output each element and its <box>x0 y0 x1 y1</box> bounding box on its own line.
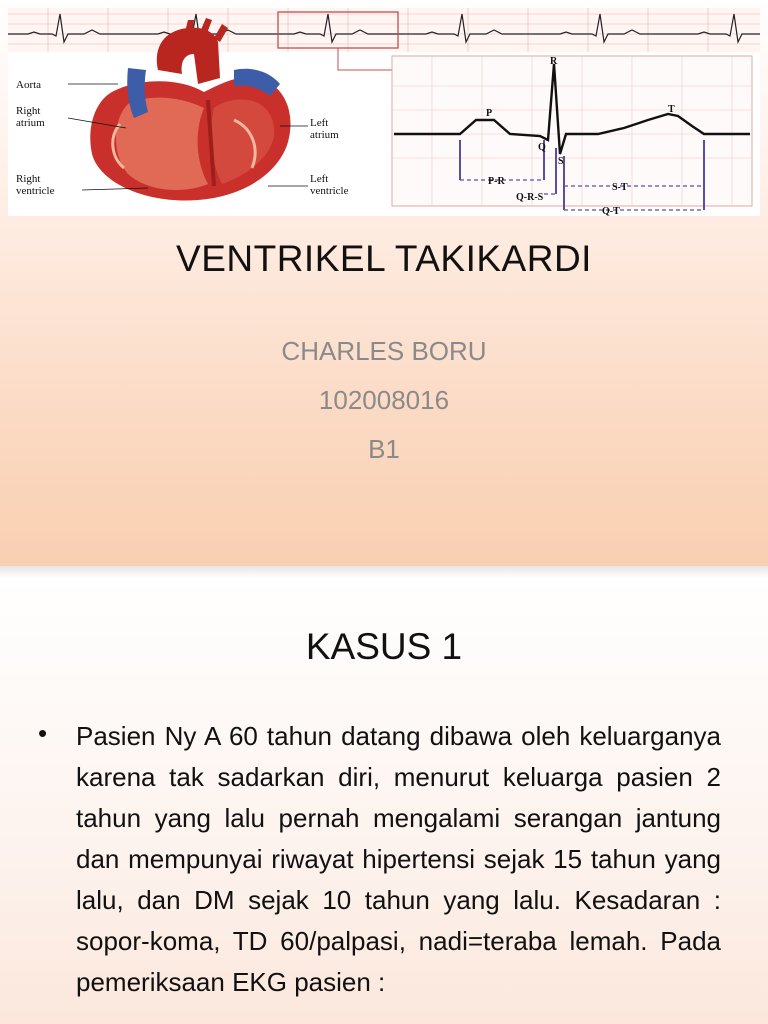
ecg-interval-qrs: Q-R-S <box>516 192 544 203</box>
label-left-atrium-1: Left <box>310 117 329 129</box>
author-name: CHARLES BORU <box>281 336 487 366</box>
ecg-label-s: S <box>558 156 564 167</box>
slide-title: VENTRIKEL TAKIKARDI <box>176 238 592 279</box>
ecg-interval-st: S-T <box>612 182 628 193</box>
ecg-interval-qt: Q-T <box>602 206 620 216</box>
ecg-label-r: R <box>550 56 558 67</box>
label-left-ventricle-2: ventricle <box>310 185 349 197</box>
case-body-text: Pasien Ny A 60 tahun datang dibawa oleh keluarganya karena tak sadarkan diri, menurut keluarga pasien 2 tahun yang lalu pernah mengalami serangan jantung dan mempunyai riwayat hipertensi sejak 15 tahun yang lalu, dan DM sejak 10 tahun yang lalu. Kesadaran : sopor-koma, TD 60/palpasi, nadi=teraba lemah. Pada pemeriksaan EKG pasien : <box>76 721 721 997</box>
label-aorta: Aorta <box>16 79 42 91</box>
heart-ecg-figure <box>8 8 760 216</box>
label-right-atrium-2: atrium <box>16 117 45 129</box>
slide-divider <box>0 566 768 578</box>
label-left-ventricle-1: Left <box>310 173 329 185</box>
label-right-atrium-1: Right <box>16 105 41 117</box>
label-right-ventricle-2: ventricle <box>16 185 55 197</box>
ecg-label-p: P <box>486 108 493 119</box>
label-right-ventricle-1: Right <box>16 173 41 185</box>
ecg-label-t: T <box>668 104 675 115</box>
ecg-interval-pr: P-R <box>488 176 505 187</box>
group-label: B1 <box>368 434 400 464</box>
ecg-label-q: Q <box>538 142 546 153</box>
ecg-complex-diagram <box>392 56 752 216</box>
student-id: 102008016 <box>318 385 450 415</box>
label-left-atrium-2: atrium <box>310 129 339 141</box>
case-slide <box>0 578 768 1024</box>
case-heading: KASUS 1 <box>305 626 463 667</box>
bullet-marker: • <box>38 718 48 748</box>
